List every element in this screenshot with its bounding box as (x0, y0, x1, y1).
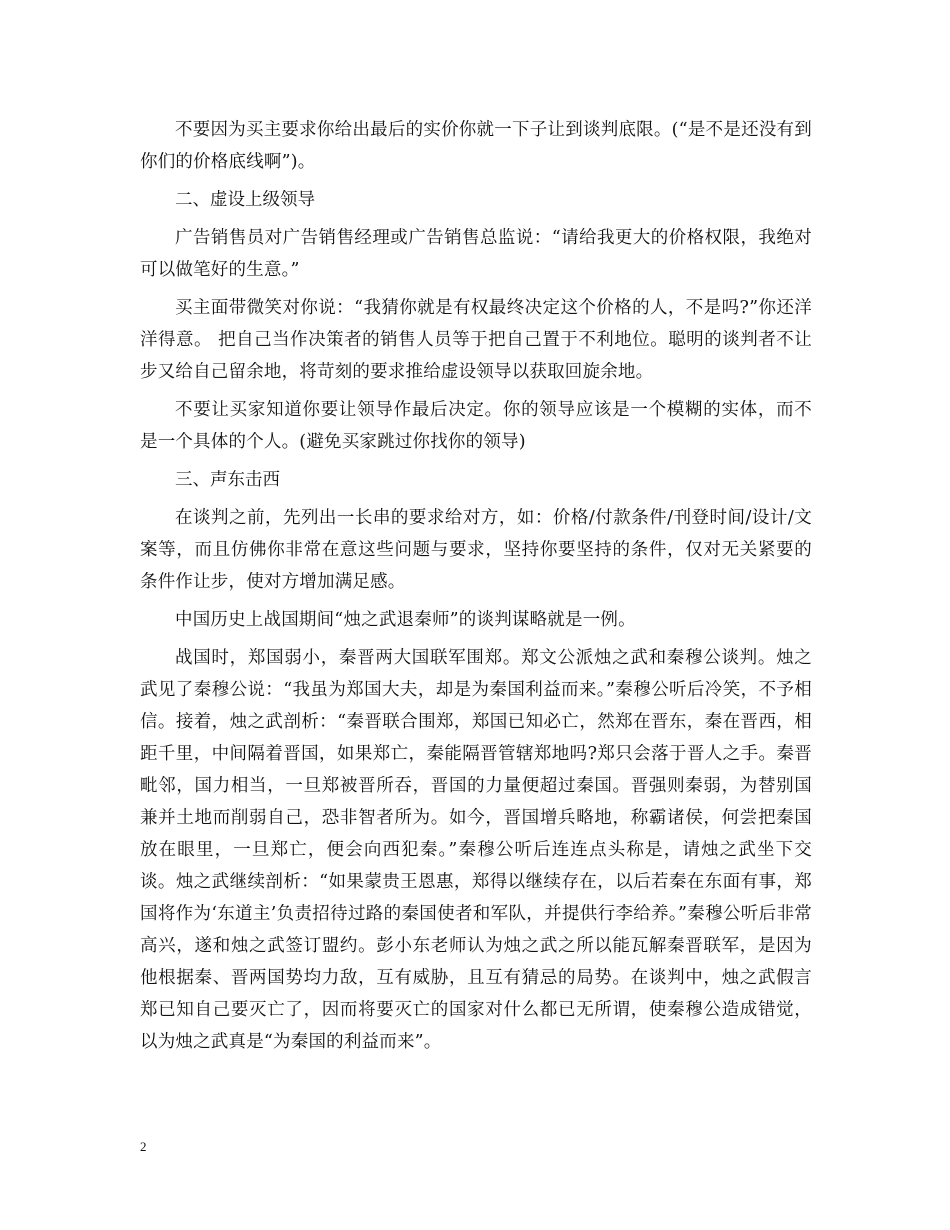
section-heading-feint: 三、声东击西 (175, 470, 280, 490)
section-heading-virtual-superior: 二、虚设上级领导 (175, 190, 315, 210)
paragraph-buyer-smile: 买主面带微笑对你说：“我猜你就是有权最终决定这个价格的人，不是吗?”你还洋洋得意。 把自己当作决策者的销售人员等于把自己置于不利地位。聪明的谈判者不让步又给自己留余地，将苛刻的要求推给虚设领导以获取回旋余地。 (140, 298, 812, 382)
document-body (140, 114, 812, 1064)
paragraph-vague-leader: 不要让买家知道你要让领导作最后决定。你的领导应该是一个模糊的实体，而不是一个具体的个人。(避免买家跳过你找你的领导) (140, 400, 812, 452)
paragraph-final-price: 不要因为买主要求你给出最后的实价你就一下子让到谈判底限。(“是不是还没有到你们的价格底线啊”)。 (140, 120, 812, 172)
paragraph-zhu-zhiwu-story: 战国时，郑国弱小，秦晋两大国联军围郑。郑文公派烛之武和秦穆公谈判。烛之武见了秦穆公说：“我虽为郑国大夫，却是为秦国利益而来。”秦穆公听后冷笑，不予相信。接着，烛之武剖析：“秦晋联合围郑，郑国已知必亡，然郑在晋东，秦在晋西，相距千里，中间隔着晋国，如果郑亡，秦能隔晋管辖郑地吗?郑只会落于晋人之手。秦晋毗邻，国力相当，一旦郑被晋所吞，晋国的力量便超过秦国。晋强则秦弱，为替别国兼并土地而削弱自己，恐非智者所为。如今，晋国增兵略地，称霸诸侯，何尝把秦国放在眼里，一旦郑亡，便会向西犯秦。”秦穆公听后连连点头称是，请烛之武坐下交谈。烛之武继续剖析：“如果蒙贵王恩惠，郑得以继续存在，以后若秦在东面有事，郑国将作为‘东道主’负责招待过路的秦国使者和军队，并提供行李给养。”秦穆公听后非常高兴，遂和烛之武签订盟约。彭小东老师认为烛之武之所以能瓦解秦晋联军，是因为他根据秦、晋两国势均力敌，互有威胁，且互有猜忌的局势。在谈判中，烛之武假言郑已知自己要灭亡了，因而将要灭亡的国家对什么都已无所谓，使秦穆公造成错觉，以为烛之武真是“为秦国的利益而来”。 (140, 648, 812, 1052)
paragraph-long-list: 在谈判之前，先列出一长串的要求给对方，如：价格/付款条件/刊登时间/设计/文案等，而且仿佛你非常在意这些问题与要求，坚持你要坚持的条件，仅对无关紧要的条件作让步，使对方增加满足感。 (140, 508, 812, 592)
paragraph-history-example: 中国历史上战国期间“烛之武退秦师”的谈判谋略就是一例。 (175, 610, 636, 630)
page-number: 2 (140, 1139, 147, 1154)
paragraph-sales-request: 广告销售员对广告销售经理或广告销售总监说：“请给我更大的价格权限，我绝对可以做笔好的生意。” (140, 228, 812, 280)
